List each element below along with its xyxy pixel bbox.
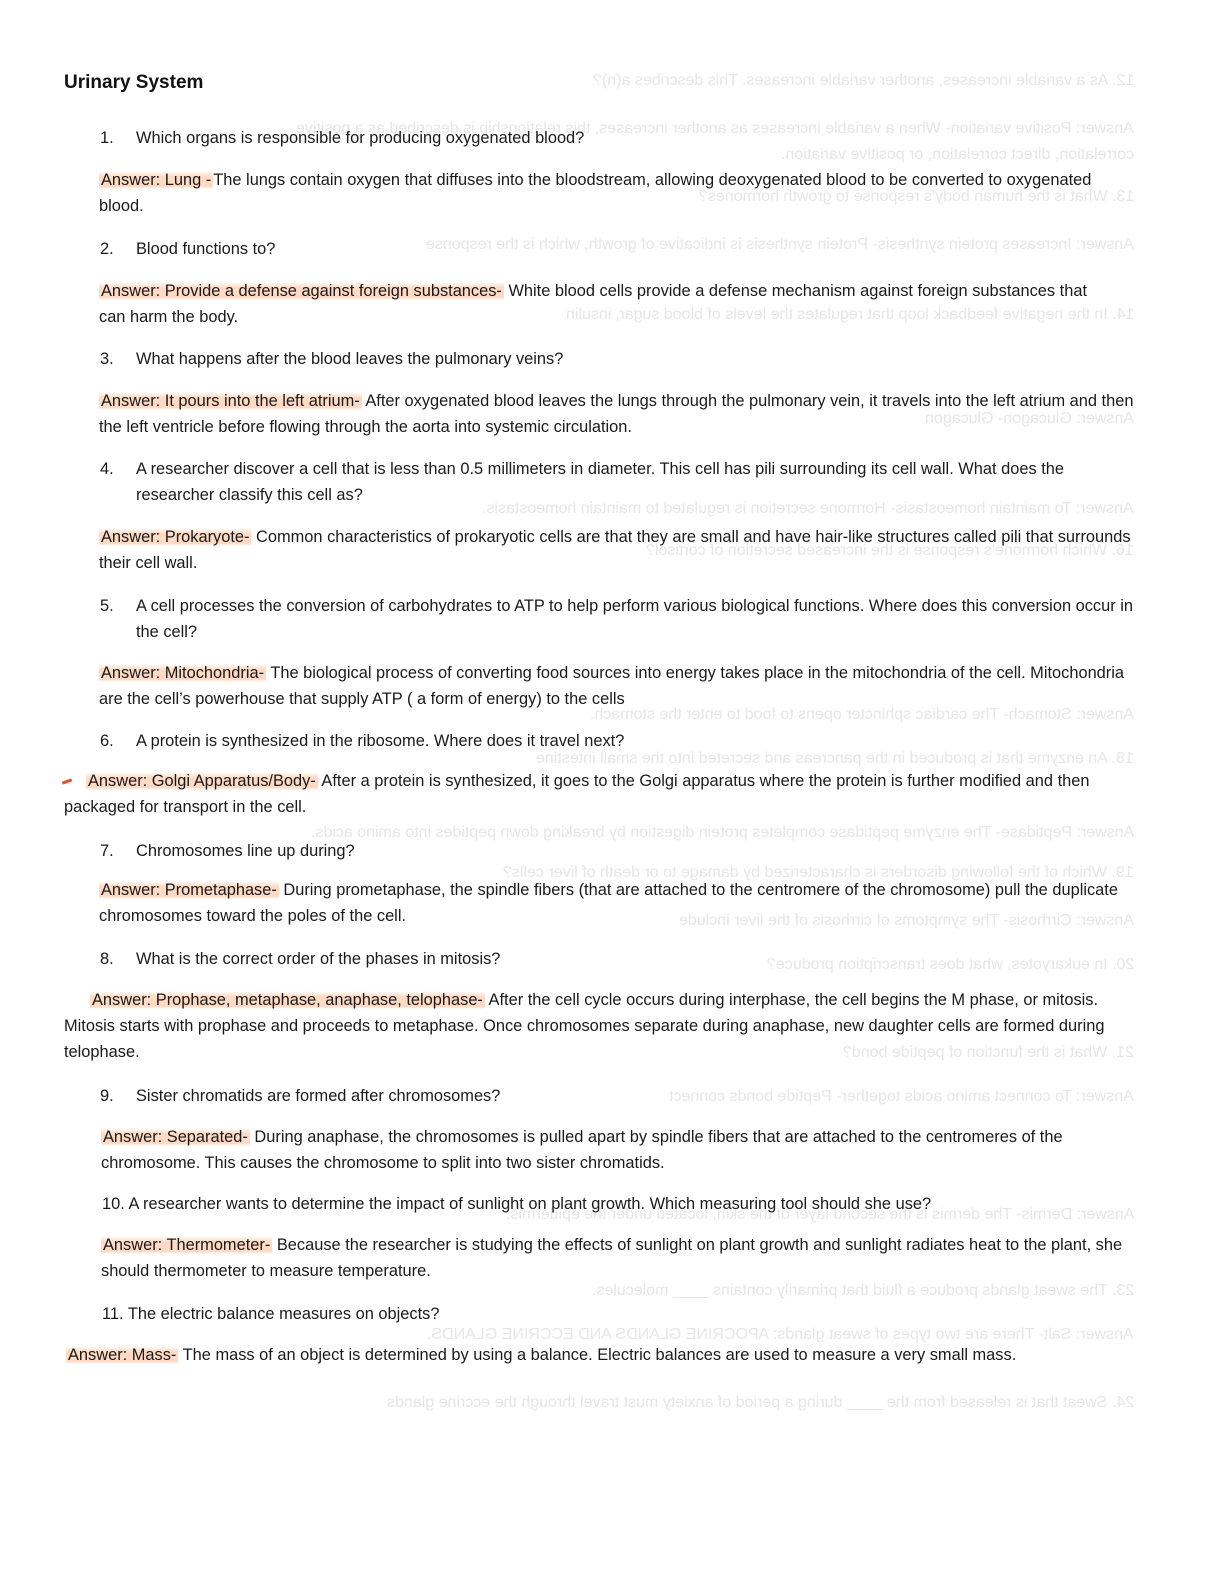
- question-number: 2.: [100, 240, 114, 258]
- answer-text: Common characteristics of prokaryotic cells are that they are small and have hair-like structures called pili that surrounds their cell wall.: [99, 528, 1131, 572]
- question-text: Which organs is responsible for producing oxygenated blood?: [136, 129, 585, 147]
- bleed-line: Answer: To connect amino acids together- Peptide bonds connect: [669, 1088, 1134, 1105]
- question-text: A researcher discover a cell that is less than 0.5 millimeters in diameter. This cell has pili surrounding its cell wall. What does the researcher classify this cell as?: [136, 460, 1064, 504]
- answer-2: [99, 278, 1099, 330]
- question-1: [100, 125, 1140, 151]
- answer-10: [101, 1232, 1136, 1284]
- answer-text: After oxygenated blood leaves the lungs through the pulmonary vein, it travels into the left atrium and then the left ventricle before flowing through the aorta into systemic circulation.: [99, 392, 1134, 436]
- answer-text: The mass of an object is determined by using a balance. Electric balances are used to measure a very small mass.: [178, 1346, 1017, 1364]
- answer-8: [64, 987, 1144, 1065]
- bleed-line: Answer: Peptidase- The enzyme peptidase completes protein digestion by breaking down peptides into amino acids.: [310, 824, 1134, 841]
- question-text: What is the correct order of the phases in mitosis?: [136, 950, 501, 968]
- question-number: 6.: [100, 732, 114, 750]
- answer-text: During anaphase, the chromosomes is pulled apart by spindle fibers that are attached to the centromeres of the chromosome. This causes the chromosome to split into two sister chromatids.: [101, 1128, 1063, 1172]
- question-11: [102, 1301, 1142, 1327]
- bleed-line: Answer: Increases protein synthesis- Protein synthesis is indicative of growth, which is the response: [426, 236, 1134, 253]
- question-text: Blood functions to?: [136, 240, 276, 258]
- answer-text: After the cell cycle occurs during interphase, the cell begins the M phase, or mitosis. Mitosis starts with prophase and proceeds to metaphase. Once chromosomes separate during anaphase, new daughter cells are formed during telophase.: [64, 991, 1105, 1061]
- bleed-line: Answer: To maintain homeostasis- Hormone secretion is regulated to maintain homeostasis.: [482, 500, 1134, 517]
- answer-7: [99, 877, 1144, 929]
- question-text: The electric balance measures on objects?: [127, 1305, 440, 1323]
- bleed-line: 12. As a variable increases, another variable increases. This describes a(n)?: [592, 72, 1134, 89]
- question-number: 1.: [100, 129, 114, 147]
- answer-lead: Answer: Prometaphase-: [101, 881, 277, 899]
- bleed-line: Answer: Dermis- The dermis is the second layer of the skin, located under the epidermis.: [505, 1206, 1134, 1223]
- answer-text: The lungs contain oxygen that diffuses into the bloodstream, allowing deoxygenated blood to be converted to oxygenated blood.: [99, 171, 1092, 215]
- answer-text: Because the researcher is studying the effects of sunlight on plant growth and sunlight radiates heat to the plant, she should thermometer to measure temperature.: [101, 1236, 1123, 1280]
- question-text: A cell processes the conversion of carbohydrates to ATP to help perform various biological functions. Where does this conversion occur in the cell?: [136, 597, 1134, 641]
- bleed-line: correlation, direct correlation, or positive variation.: [780, 146, 1134, 163]
- question-number: 9.: [100, 1087, 114, 1105]
- bleed-line: Answer: Cirrhosis- The symptoms of cirrhosis of the liver include: [679, 912, 1134, 929]
- answer-lead: Answer: Golgi Apparatus/Body-: [88, 772, 316, 790]
- answer-3: [99, 388, 1149, 440]
- bleed-line: Answer: Salt- There are two types of sweat glands: APOCRINE GLANDS AND ECCRINE GLANDS.: [427, 1326, 1134, 1343]
- answer-lead: Answer: Lung -: [101, 171, 212, 189]
- question-number: 7.: [100, 842, 114, 860]
- question-text: Chromosomes line up during?: [136, 842, 355, 860]
- answer-1: [99, 167, 1139, 219]
- answer-text: The biological process of converting food sources into energy takes place in the mitochondria of the cell. Mitochondria are the cell’s powerhouse that supply ATP ( a form of energy) to the cells: [99, 664, 1125, 708]
- question-6: [100, 728, 1140, 754]
- question-10: [102, 1191, 1142, 1217]
- answer-lead: Answer: Provide a defense against foreign substances-: [101, 282, 502, 300]
- answer-5: [99, 660, 1144, 712]
- question-8: [100, 946, 1140, 972]
- question-text: A protein is synthesized in the ribosome. Where does it travel next?: [136, 732, 625, 750]
- question-2: [100, 236, 1140, 262]
- answer-lead: Answer: Thermometer-: [103, 1236, 271, 1254]
- question-number: 5.: [100, 597, 114, 615]
- bleed-line: 14. In the negative feedback loop that regulates the levels of blood sugar, insulin: [565, 306, 1134, 323]
- answer-lead: Answer: Prophase, metaphase, anaphase, telophase-: [92, 991, 483, 1009]
- answer-6: [64, 768, 1144, 820]
- answer-lead: Answer: Mitochondria-: [101, 664, 265, 682]
- question-5: [100, 593, 1140, 645]
- answer-lead: Answer: Separated-: [103, 1128, 248, 1146]
- answer-9: [101, 1124, 1146, 1176]
- bleed-line: 21. What is the function of peptide bond?: [843, 1044, 1134, 1061]
- question-text: A researcher wants to determine the impact of sunlight on plant growth. Which measuring tool should she use?: [128, 1195, 932, 1213]
- answer-lead: Answer: Prokaryote-: [101, 528, 250, 546]
- bleed-line: 16. Which hormone's response is the increased secretion of cortisol?: [646, 542, 1134, 559]
- question-number: 3.: [100, 350, 114, 368]
- answer-text: After a protein is synthesized, it goes to the Golgi apparatus where the protein is further modified and then packaged for transport in the cell.: [64, 772, 1090, 816]
- page-title: Urinary System: [64, 72, 204, 93]
- question-4: [100, 456, 1140, 508]
- bleed-line: 19. Which of the following disorders is characterized by damage to or death of liver cells?: [503, 864, 1134, 881]
- question-text: What happens after the blood leaves the pulmonary veins?: [136, 350, 564, 368]
- bleed-line: 13. What is the human body's response to growth hormones?: [698, 188, 1134, 205]
- bleed-line: 24. Sweat that is released from the ____ during a period of anxiety must travel through the eccrine glands: [386, 1394, 1134, 1411]
- question-number: 8.: [100, 950, 114, 968]
- question-7: [100, 838, 1140, 864]
- question-number: 4.: [100, 460, 114, 478]
- bleed-line: 23. The sweat glands produce a fluid that primarily contains ____ molecules.: [591, 1282, 1134, 1299]
- answer-lead: Answer: It pours into the left atrium-: [101, 392, 360, 410]
- bleed-line: Answer: Glucagon- Glucagon: [925, 410, 1134, 427]
- answer-lead: Answer: Mass-: [68, 1346, 177, 1364]
- question-text: Sister chromatids are formed after chromosomes?: [136, 1087, 501, 1105]
- question-3: [100, 346, 1140, 372]
- answer-4: [99, 524, 1139, 576]
- bleed-line: 18. An enzyme that is produced in the pancreas and secreted into the small intestine: [536, 750, 1134, 767]
- answer-text: White blood cells provide a defense mechanism against foreign substances that can harm the body.: [99, 282, 1087, 326]
- answer-11: [66, 1342, 1146, 1368]
- question-9: [100, 1083, 1140, 1109]
- bleed-line: Answer: Positive variation- When a variable increases as another increases, this relationship is described as a positive: [296, 120, 1134, 137]
- question-number: 11.: [102, 1305, 124, 1323]
- question-number: 10.: [102, 1195, 125, 1213]
- bleed-line: Answer: Stomach- The cardiac sphincter opens to food to enter the stomach.: [590, 706, 1134, 723]
- answer-text: During prometaphase, the spindle fibers (that are attached to the centromere of the chromosome) pull the duplicate chromosomes toward the poles of the cell.: [99, 881, 1118, 925]
- bleed-line: 20. In eukaryotes, what does transcription produce?: [766, 956, 1134, 973]
